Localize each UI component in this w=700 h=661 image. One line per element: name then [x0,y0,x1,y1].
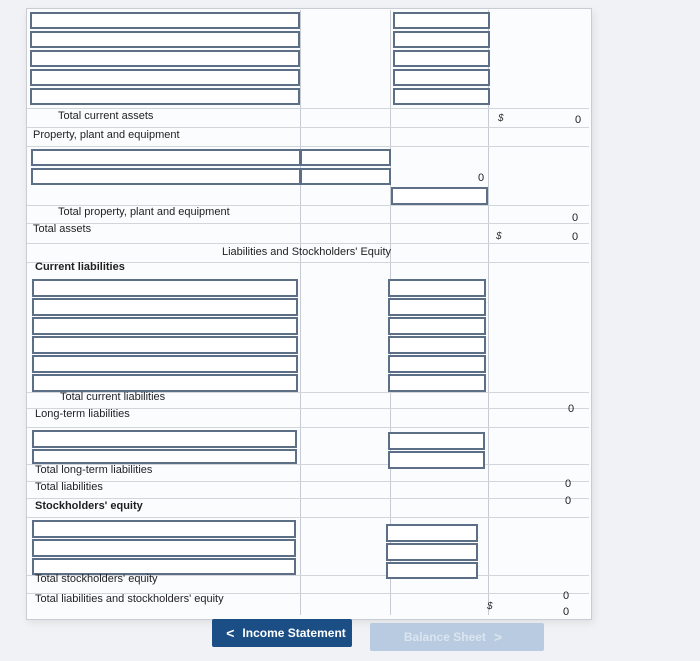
current-asset-amount-input[interactable] [393,88,490,105]
total-long-term-liabilities-value: 0 [565,478,572,490]
ppe-header-label: Property, plant and equipment [33,129,180,141]
current-liability-amount-input[interactable] [388,374,486,392]
current-liability-amount-input[interactable] [388,317,486,335]
equity-amount-input[interactable] [386,562,478,579]
current-asset-amount-input[interactable] [393,31,490,48]
row-divider [27,223,589,224]
income-statement-label: Income Statement [242,626,346,640]
total-current-assets-dollar: $ [498,113,504,124]
row-divider [27,481,589,482]
total-liabilities-equity-label: Total liabilities and stockholders' equity [35,593,224,605]
total-ppe-label: Total property, plant and equipment [58,206,230,218]
equity-name-input[interactable] [32,539,296,557]
current-liability-name-input[interactable] [32,317,298,335]
ppe-subtotal-input[interactable] [391,187,488,205]
column-divider [300,10,301,615]
equity-amount-input[interactable] [386,543,478,561]
row-divider [27,108,589,109]
income-statement-button[interactable] [212,619,352,647]
current-asset-amount-input[interactable] [393,12,490,29]
current-asset-name-input[interactable] [30,50,300,67]
row-divider [27,498,589,499]
ppe-name-input[interactable] [31,168,301,185]
total-stockholders-equity-value: 0 [563,590,570,602]
row-divider [27,427,589,428]
current-asset-name-input[interactable] [30,88,300,105]
total-current-liabilities-label: Total current liabilities [60,391,166,403]
total-assets-value: 0 [572,231,579,243]
ppe-amount-input[interactable] [300,168,391,185]
current-asset-amount-input[interactable] [393,50,490,67]
long-term-liabilities-header: Long-term liabilities [35,408,130,420]
chevron-left-icon: < [226,625,235,641]
row-divider [27,517,589,518]
total-stockholders-equity-label: Total stockholders' equity [35,573,158,585]
total-ppe-value: 0 [572,212,579,224]
chevron-right-icon: > [493,629,503,645]
current-liabilities-header: Current liabilities [35,261,125,273]
current-liability-amount-input[interactable] [388,355,486,373]
row-divider [27,127,589,128]
total-assets-label: Total assets [33,223,92,235]
current-asset-name-input[interactable] [30,12,300,29]
ppe-subtotal-value: 0 [478,172,485,184]
row-divider [27,146,589,147]
equity-name-input[interactable] [32,520,296,538]
liabilities-equity-title: Liabilities and Stockholders' Equity [222,246,392,258]
long-term-liability-name-input[interactable] [32,430,297,448]
total-long-term-liabilities-label: Total long-term liabilities [35,464,153,476]
current-liability-name-input[interactable] [32,355,298,373]
total-liabilities-equity-value: 0 [563,606,570,618]
current-liability-name-input[interactable] [32,279,298,297]
current-liability-name-input[interactable] [32,374,298,392]
total-liabilities-value: 0 [565,495,572,507]
equity-amount-input[interactable] [386,524,478,542]
total-current-assets-label: Total current assets [58,110,154,122]
stockholders-equity-header: Stockholders' equity [35,500,143,512]
row-divider [27,243,589,244]
long-term-liability-amount-input[interactable] [388,432,485,450]
current-asset-name-input[interactable] [30,69,300,86]
total-current-liabilities-value: 0 [568,403,575,415]
ppe-amount-input[interactable] [300,149,391,166]
current-liability-amount-input[interactable] [388,279,486,297]
long-term-liability-name-input[interactable] [32,449,297,464]
current-asset-name-input[interactable] [30,31,300,48]
current-liability-name-input[interactable] [32,336,298,354]
total-assets-dollar: $ [496,231,502,242]
long-term-liability-amount-input[interactable] [388,451,485,469]
current-liability-amount-input[interactable] [388,336,486,354]
balance-sheet-label: Balance Sheet [403,630,486,644]
total-liabilities-equity-dollar: $ [487,601,493,612]
total-current-assets-value: 0 [575,114,582,126]
balance-sheet-button[interactable] [370,623,544,651]
current-liability-name-input[interactable] [32,298,298,316]
total-liabilities-label: Total liabilities [35,481,103,493]
current-asset-amount-input[interactable] [393,69,490,86]
ppe-name-input[interactable] [31,149,301,166]
current-liability-amount-input[interactable] [388,298,486,316]
